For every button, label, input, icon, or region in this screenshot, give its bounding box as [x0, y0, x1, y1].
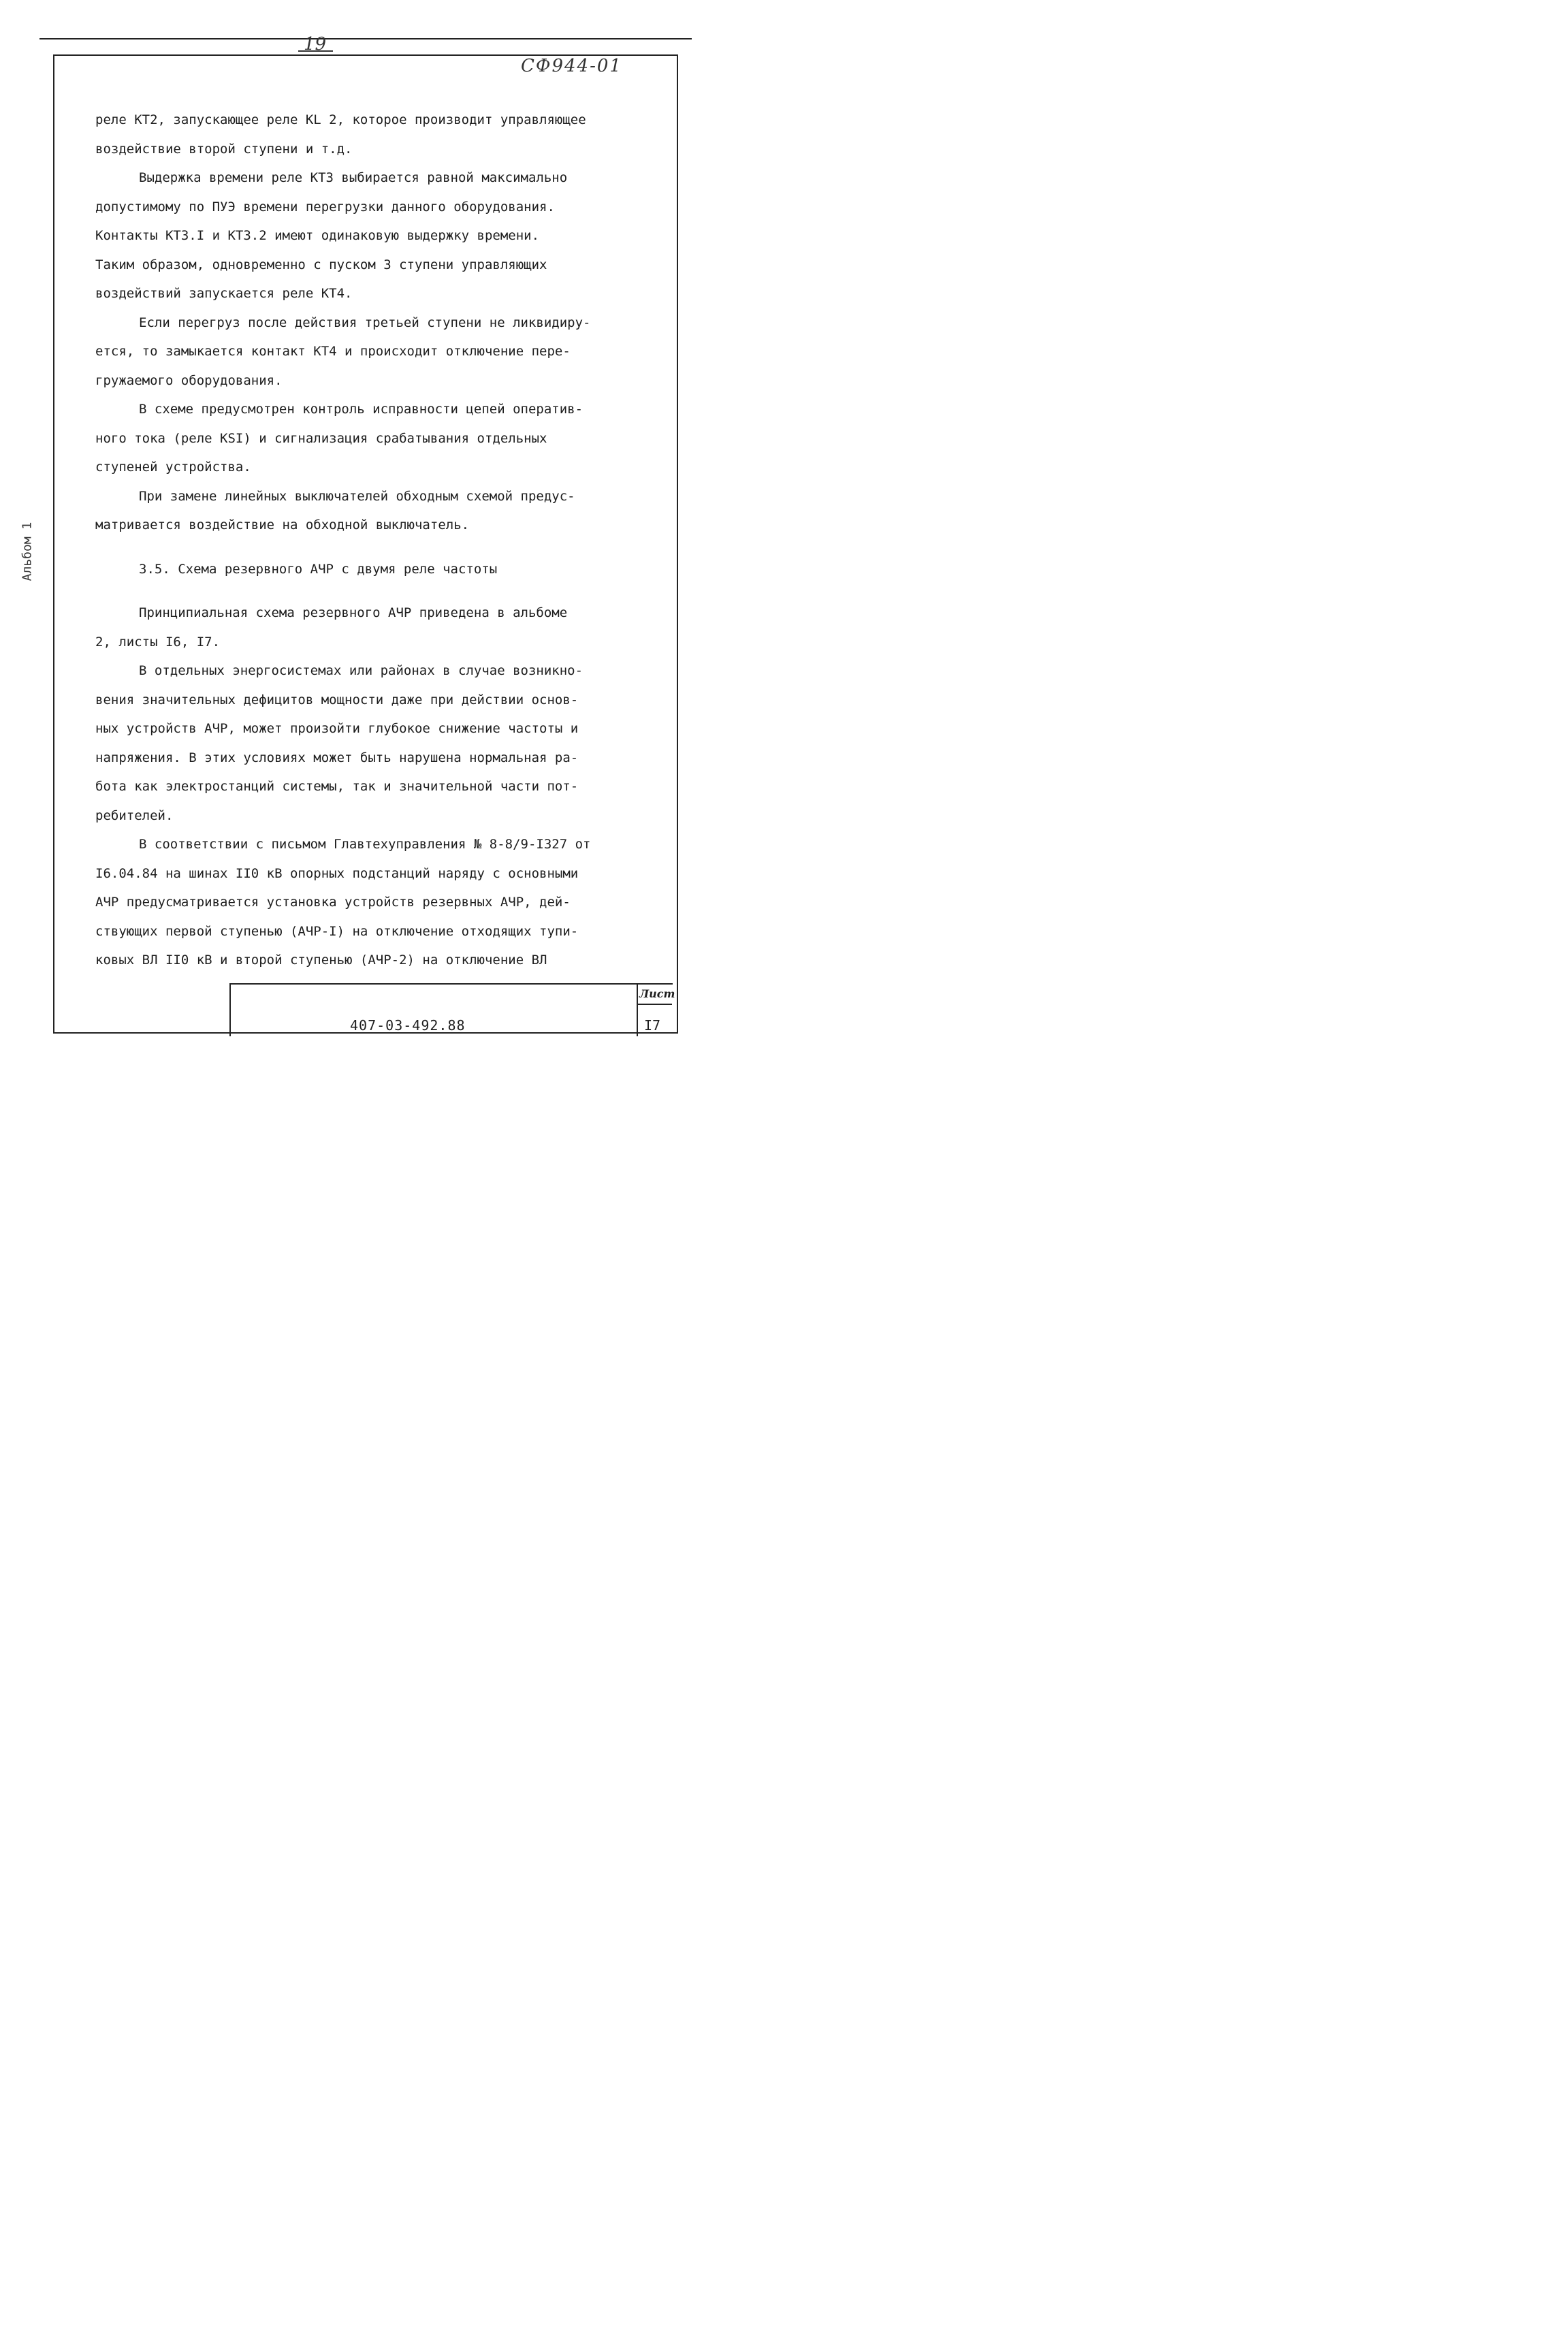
- text-line: ется, то замыкается контакт КТ4 и происходит отключение пере-: [95, 344, 571, 359]
- text-line: Контакты КТ3.I и КТ3.2 имеют одинаковую выдержку времени.: [95, 228, 540, 243]
- text-line: воздействий запускается реле КТ4.: [95, 286, 353, 301]
- text-line: АЧР предусматривается установка устройств резервных АЧР, дей-: [95, 895, 571, 910]
- text-line: воздействие второй ступени и т.д.: [95, 141, 353, 157]
- text-line: ствующих первой ступенью (АЧР-I) на отключение отходящих тупи-: [95, 923, 579, 939]
- text-line: вения значительных дефицитов мощности даже при действии основ-: [95, 692, 579, 707]
- paragraph-block-1: [95, 106, 657, 540]
- text-line: При замене линейных выключателей обходным схемой предус-: [139, 488, 575, 504]
- text-line: напряжения. В этих условиях может быть нарушена нормальная ра-: [95, 750, 579, 765]
- text-line: В отдельных энергосистемах или районах в случае возникно-: [139, 663, 583, 678]
- document-code: СФ944-01: [521, 56, 622, 76]
- top-rule: [39, 38, 692, 39]
- text-line: ных устройств АЧР, может произойти глубокое снижение частоты и: [95, 721, 579, 736]
- text-line: матривается воздействие на обходной выключатель.: [95, 517, 470, 532]
- text-line: Если перегруз после действия третьей ступени не ликвидиру-: [139, 315, 591, 330]
- text-line: допустимому по ПУЭ времени перегрузки данного оборудования.: [95, 199, 555, 214]
- paragraph-block-2: [95, 598, 657, 975]
- text-line: ребителей.: [95, 808, 174, 823]
- text-line: гружаемого оборудования.: [95, 372, 283, 388]
- text-line: Принципиальная схема резервного АЧР приведена в альбоме: [139, 605, 568, 620]
- text-line: реле КТ2, запускающее реле KL 2, которое производит управляющее: [95, 112, 586, 127]
- text-line: В схеме предусмотрен контроль исправности цепей оператив-: [139, 402, 583, 417]
- text-line: ковых ВЛ II0 кВ и второй ступенью (АЧР-2) на отключение ВЛ: [95, 953, 547, 968]
- text-line: Таким образом, одновременно с пуском 3 ступени управляющих: [95, 257, 547, 272]
- sheet-number: I7: [644, 1017, 661, 1034]
- album-side-label: Альбом 1: [20, 522, 35, 581]
- text-line: Выдержка времени реле КТ3 выбирается равной максимально: [139, 170, 568, 185]
- text-line: В соответствии с письмом Главтехуправления № 8-8/9-I327 от: [139, 837, 591, 852]
- text-line: бота как электростанций системы, так и значительной части пот-: [95, 779, 579, 794]
- stamp-document-code: 407-03-492.88: [350, 1017, 466, 1034]
- text-line: 2, листы I6, I7.: [95, 634, 221, 650]
- text-line: ступеней устройства.: [95, 460, 251, 475]
- section-heading: 3.5. Схема резервного АЧР с двумя реле частоты: [139, 561, 498, 577]
- page-number: 19: [304, 34, 327, 54]
- text-line: I6.04.84 на шинах II0 кВ опорных подстанций наряду с основными: [95, 865, 579, 881]
- document-body: [95, 106, 657, 975]
- text-line: ного тока (реле KSI) и сигнализация срабатывания отдельных: [95, 430, 547, 446]
- sheet-label: Лист: [639, 987, 675, 1000]
